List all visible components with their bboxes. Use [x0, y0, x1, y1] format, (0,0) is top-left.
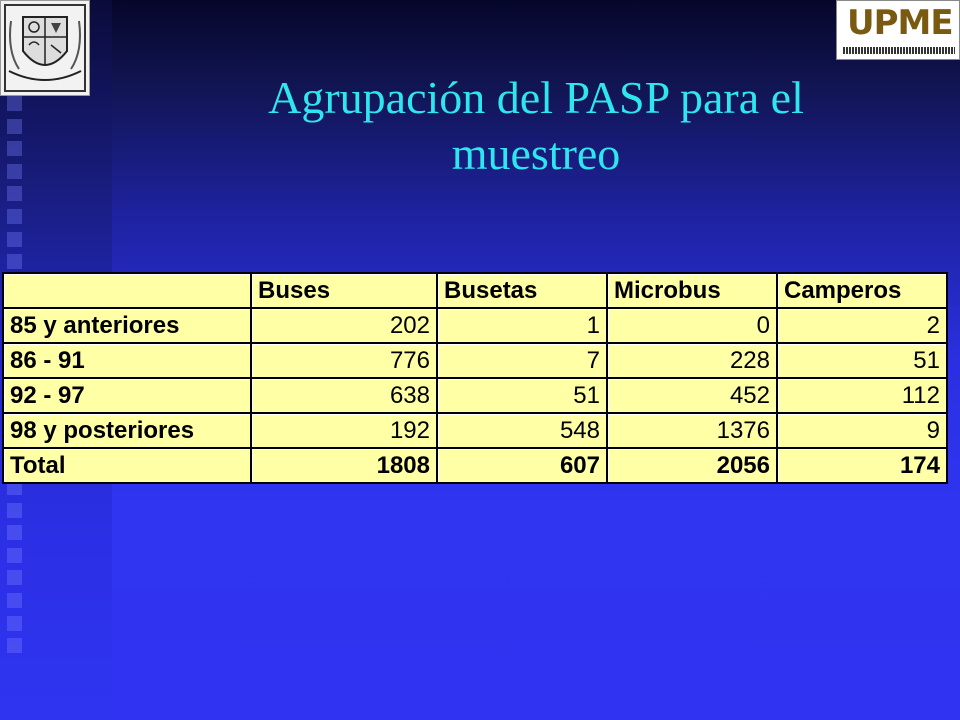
upme-logo-subtitle-strip — [843, 47, 955, 54]
decorative-square — [7, 209, 22, 224]
table-cell: 202 — [251, 308, 437, 343]
table-row — [3, 378, 947, 413]
decorative-square — [7, 232, 22, 247]
seal-emblem-icon — [1, 1, 89, 95]
total-cell: 174 — [777, 448, 947, 483]
header-cell-microbus: Microbus — [607, 273, 777, 308]
table-cell: 452 — [607, 378, 777, 413]
table-cell: 192 — [251, 413, 437, 448]
decorative-square — [7, 616, 22, 631]
decorative-square — [7, 570, 22, 585]
row-label: 86 - 91 — [3, 343, 251, 378]
decorative-square — [7, 119, 22, 134]
slide-title — [112, 70, 960, 182]
table-cell: 112 — [777, 378, 947, 413]
table-cell: 776 — [251, 343, 437, 378]
row-label: 98 y posteriores — [3, 413, 251, 448]
decorative-square — [7, 525, 22, 540]
table-cell: 638 — [251, 378, 437, 413]
table-row — [3, 343, 947, 378]
decorative-square — [7, 186, 22, 201]
table-cell: 9 — [777, 413, 947, 448]
table-row — [3, 308, 947, 343]
decorative-square — [7, 96, 22, 111]
total-cell: 1808 — [251, 448, 437, 483]
decorative-square — [7, 593, 22, 608]
table-cell: 0 — [607, 308, 777, 343]
table-cell: 2 — [777, 308, 947, 343]
table-row — [3, 413, 947, 448]
table-total-row — [3, 448, 947, 483]
table-cell: 1376 — [607, 413, 777, 448]
slide-title-line-2: muestreo — [451, 128, 621, 179]
decorative-square — [7, 548, 22, 563]
table-cell: 7 — [437, 343, 607, 378]
slide-title-line-1: Agrupación del PASP para el — [268, 72, 804, 123]
upme-logo-text: UPME — [847, 3, 953, 43]
total-cell: 2056 — [607, 448, 777, 483]
upme-logo — [836, 0, 960, 60]
row-label: 85 y anteriores — [3, 308, 251, 343]
decorative-square — [7, 164, 22, 179]
table-cell: 1 — [437, 308, 607, 343]
total-label: Total — [3, 448, 251, 483]
row-label: 92 - 97 — [3, 378, 251, 413]
header-cell-empty — [3, 273, 251, 308]
table-cell: 51 — [437, 378, 607, 413]
table-cell: 51 — [777, 343, 947, 378]
decorative-square — [7, 638, 22, 653]
header-cell-busetas: Busetas — [437, 273, 607, 308]
decorative-square — [7, 503, 22, 518]
total-cell: 607 — [437, 448, 607, 483]
decorative-square — [7, 254, 22, 269]
table-cell: 228 — [607, 343, 777, 378]
header-cell-buses: Buses — [251, 273, 437, 308]
header-cell-camperos: Camperos — [777, 273, 947, 308]
table-header-row — [3, 273, 947, 308]
decorative-square — [7, 141, 22, 156]
vehicle-grouping-table — [2, 272, 948, 484]
table-cell: 548 — [437, 413, 607, 448]
university-seal-logo — [0, 0, 90, 96]
